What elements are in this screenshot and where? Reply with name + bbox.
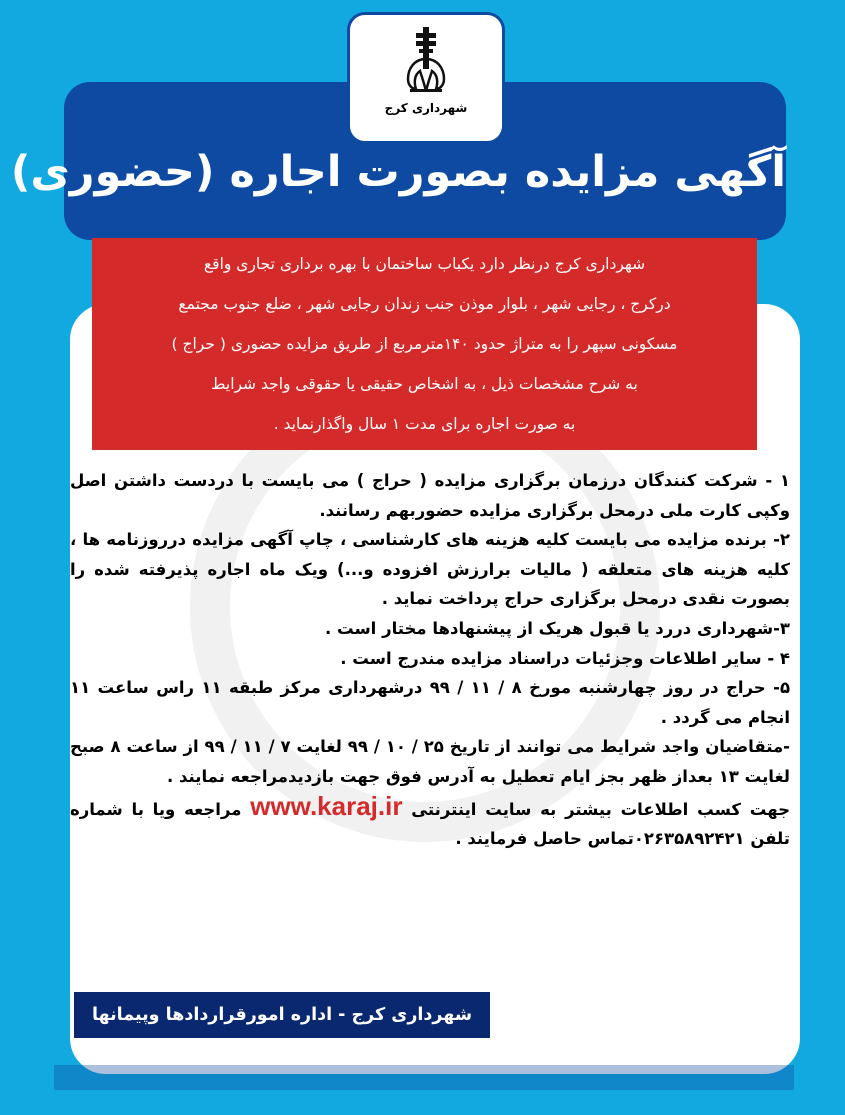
footer-signature: شهرداری کرج - اداره امورقراردادها وپیمانها <box>74 992 490 1038</box>
condition-item: ۲- برنده مزایده می بایست کلیه هزینه های کارشناسی ، چاپ آگهی مزایده درروزنامه ها ، کلیه هزینه های متعلقه ( مالیات برارزش افزوده و...) ویک ماه اجاره پذیرفته شده را بصورت نقدی درمحل برگزاری حراج پرداخت نماید . <box>70 530 790 609</box>
intro-line: به صورت اجاره برای مدت ۱ سال واگذارنماید . <box>273 415 576 433</box>
bottom-decor-strip <box>54 1065 794 1090</box>
condition-item: -متقاضیان واجد شرایط می توانند از تاریخ ۲۵ / ۱۰ / ۹۹ لغایت ۷ / ۱۱ / ۹۹ از ساعت ۸ صبح لغایت ۱۳ بعداز ظهر بجز ایام تعطیل به آدرس فوق جهت بازدیدمراجعه نمایند . <box>70 737 791 786</box>
condition-item: ۱ - شرکت کنندگان درزمان برگزاری مزایده ( حراج ) می بایست با دردست داشتن اصل وکپی کارت ملی درمحل برگزاری مزایده حضوربهم رسانند. <box>70 471 790 520</box>
condition-item: ۴ - سایر اطلاعات وجزئیات دراسناد مزایده مندرج است . <box>340 648 790 668</box>
contact-paragraph <box>70 792 790 854</box>
conditions-list <box>70 466 790 854</box>
intro-banner <box>92 238 757 450</box>
condition-item: ۵- حراج در روز چهارشنبه مورخ ۸ / ۱۱ / ۹۹ درشهرداری مرکز طبقه ۱۱ راس ساعت ۱۱ انجام می گردد . <box>70 678 791 727</box>
karaj-municipality-emblem-icon <box>402 25 450 97</box>
logo <box>347 12 505 144</box>
page-title: آگهی مزایده بصورت اجاره (حضوری) <box>10 147 786 197</box>
intro-line: درکرج ، رجایی شهر ، بلوار موذن جنب زندان رجایی شهر ، ضلع جنوب مجتمع <box>178 295 671 313</box>
intro-line: شهرداری کرج درنظر دارد یکباب ساختمان با بهره برداری تجاری واقع <box>203 255 646 273</box>
logo-caption: شهرداری کرج <box>384 101 468 115</box>
contact-prefix: جهت کسب اطلاعات بیشتر به سایت اینترنتی <box>411 799 790 819</box>
intro-line: به شرح مشخصات ذیل ، به اشخاص حقیقی یا حقوقی واجد شرایط <box>211 375 638 393</box>
intro-line: مسکونی سپهر را به متراژ حدود ۱۴۰مترمربع از طریق مزایده حضوری ( حراج ) <box>171 335 678 353</box>
contact-suffix: مراجعه ویا با شماره تلفن ۰۲۶۳۵۸۹۲۴۲۱تماس حاصل فرمایند . <box>70 799 790 849</box>
website-link[interactable]: www.karaj.ir <box>250 790 403 821</box>
intro-text <box>92 244 757 444</box>
condition-item: ۳-شهرداری دررد یا قبول هریک از پیشنهادها مختار است . <box>324 618 790 638</box>
